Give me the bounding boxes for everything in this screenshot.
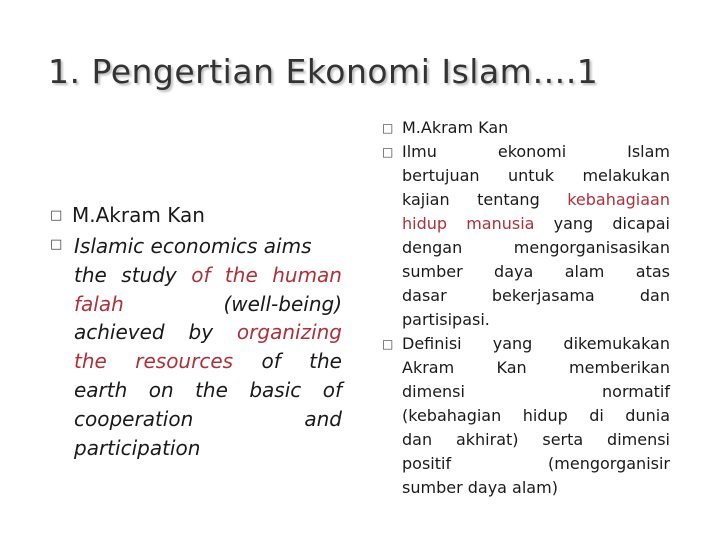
text-fragment: earth on the basic of	[74, 377, 342, 402]
paragraph-line	[402, 428, 670, 452]
left-definition-line	[74, 347, 342, 376]
paragraph-line	[402, 284, 670, 308]
text-fragment: participation	[74, 435, 201, 460]
highlighted-text: hidup manusia	[402, 214, 535, 233]
text-fragment: yang dicapai	[534, 214, 670, 233]
text-fragment: positif (mengorganisir	[402, 454, 670, 473]
text-fragment: of the	[233, 349, 342, 374]
text-fragment: cooperation and	[74, 406, 342, 431]
left-definition-line	[74, 290, 342, 319]
left-author: M.Akram Kan	[72, 203, 205, 227]
left-definition-line	[74, 376, 342, 405]
bullet-icon: □	[382, 121, 394, 135]
paragraph-line	[402, 140, 670, 164]
bullet-icon: □	[382, 145, 394, 159]
paragraph-line	[402, 404, 670, 428]
left-definition-line	[74, 232, 342, 261]
highlighted-text: organizing	[236, 320, 342, 345]
bullet-icon: □	[50, 237, 63, 252]
paragraph-line	[402, 356, 670, 380]
bullet-icon: □	[50, 208, 63, 223]
text-fragment: Ilmu ekonomi Islam	[402, 142, 670, 161]
paragraph-line	[402, 380, 670, 404]
highlighted-text: the resources	[74, 349, 234, 374]
text-fragment: Akram Kan memberikan	[402, 358, 670, 377]
text-fragment: dimensi normatif	[402, 382, 670, 401]
left-definition-line	[74, 318, 342, 347]
paragraph-line	[402, 260, 670, 284]
text-fragment: achieved by	[74, 320, 237, 345]
paragraph-line	[402, 476, 670, 500]
text-fragment: bertujuan untuk melakukan	[402, 166, 670, 185]
paragraph-line	[402, 164, 670, 188]
paragraph-line	[402, 332, 670, 356]
bullet-icon: □	[382, 337, 394, 351]
text-fragment: the study	[74, 262, 192, 287]
text-fragment: (well-being)	[123, 291, 342, 316]
left-definition-line	[74, 434, 342, 463]
text-fragment: dan akhirat) serta dimensi	[402, 430, 670, 449]
text-fragment: (kebahagian hidup di dunia	[402, 406, 670, 425]
right-explanation	[402, 332, 670, 500]
slide-title: 1. Pengertian Ekonomi Islam….1	[48, 52, 599, 91]
paragraph-line	[402, 188, 670, 212]
text-fragment: Islamic economics aims	[74, 234, 312, 258]
left-definition	[74, 232, 342, 462]
text-fragment: partisipasi.	[402, 310, 490, 329]
paragraph-line	[402, 212, 670, 236]
paragraph-line	[402, 452, 670, 476]
right-author: M.Akram Kan	[402, 118, 509, 137]
text-fragment: sumber daya alam atas	[402, 262, 670, 281]
text-fragment: sumber daya alam)	[402, 478, 558, 497]
text-fragment: dasar bekerjasama dan	[402, 286, 670, 305]
highlighted-text: kebahagiaan	[567, 190, 670, 209]
paragraph-line	[402, 236, 670, 260]
highlighted-text: falah	[74, 291, 124, 316]
highlighted-text: of the human	[191, 262, 342, 287]
text-fragment: dengan mengorganisasikan	[402, 238, 670, 257]
left-definition-line	[74, 405, 342, 434]
paragraph-line	[402, 308, 670, 332]
text-fragment: Definisi yang dikemukakan	[402, 334, 670, 353]
right-definition	[402, 140, 670, 332]
text-fragment: kajian tentang	[402, 190, 568, 209]
left-definition-line	[74, 261, 342, 290]
